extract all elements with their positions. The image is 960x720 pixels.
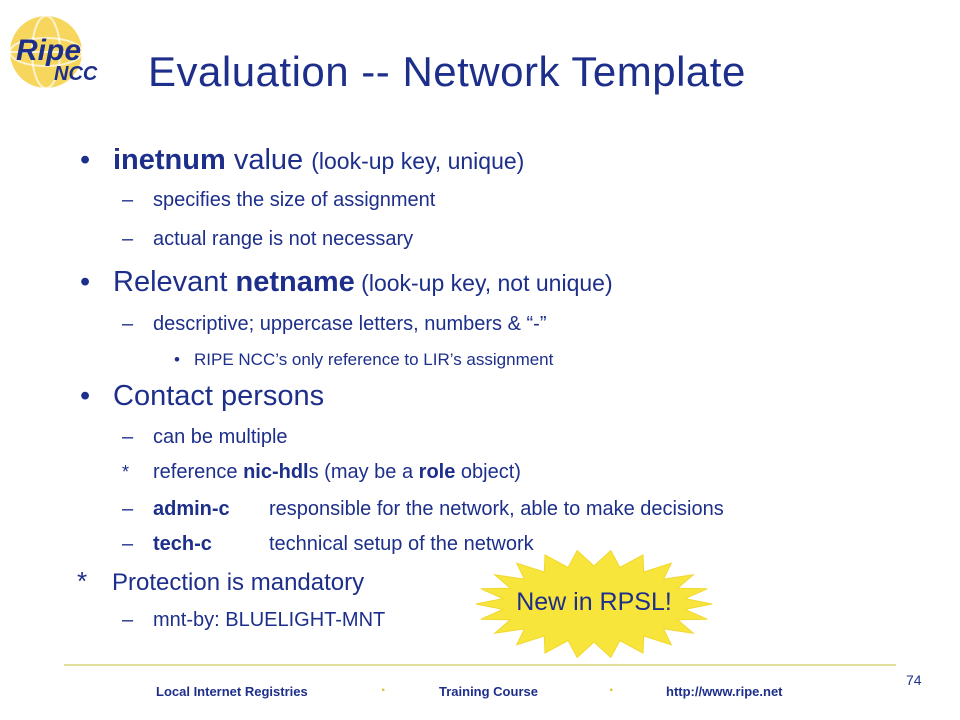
bullet-inetnum [80,144,524,177]
dash: – [122,498,134,520]
sub-text: actual range is not necessary [153,228,414,250]
footer-right: http://www.ripe.net [666,684,783,699]
sub-contact-tech [122,533,534,556]
ripe-ncc-logo [6,8,118,92]
page-number: 74 [906,672,922,688]
logo-ripe-text: Ripe [16,34,82,67]
sub-protection-mntby [122,609,385,632]
protection-text: Protection is mandatory [112,569,365,596]
dash: – [122,313,134,335]
sub-text: can be multiple [153,426,288,448]
logo-ncc-text: NCC [54,63,98,85]
footer-sep-2: . [609,678,614,695]
sub-netname-descriptive [122,313,547,336]
sub-text: reference [153,461,244,483]
slide-title: Evaluation -- Network Template [148,48,746,95]
contact-text: Contact persons [113,380,325,412]
sub-contact-multiple [122,426,288,449]
dash: – [122,426,134,448]
sub-inetnum-size [122,189,435,212]
bullet-contact [80,380,324,413]
bullet-netname [80,266,613,299]
dash: – [122,189,134,211]
star-marker: * [122,462,130,482]
netname-keyword: netname [235,266,355,298]
bullet-dot: • [80,266,91,298]
dash: – [122,228,134,250]
admin-c-keyword: admin-c [153,498,230,520]
inetnum-paren: (look-up key, unique) [311,148,525,174]
bullet-dot: • [80,380,91,412]
sub-text: descriptive; uppercase letters, numbers & “-” [153,313,547,335]
sub-text: responsible for the network, able to make decisions [269,498,724,520]
footer-left: Local Internet Registries [156,684,308,699]
inetnum-keyword: inetnum [113,144,226,176]
bullet-protection [77,566,364,597]
sub-text: technical setup of the network [269,533,534,555]
role-keyword: role [418,461,456,483]
sub-inetnum-range [122,228,413,251]
callout-text: New in RPSL! [516,588,672,616]
sub-text: object) [455,461,521,483]
sub-text: RIPE NCC’s only reference to LIR’s assignment [194,350,554,369]
sub-text: mnt-by: BLUELIGHT-MNT [153,609,386,631]
tech-c-keyword: tech-c [153,533,212,555]
sub-text: specifies the size of assignment [153,189,436,211]
netname-pre: Relevant [113,266,236,298]
bullet-dot: • [80,144,91,176]
footer-sep-1: . [381,678,386,695]
dash: – [122,609,134,631]
inetnum-value-text: value [225,144,312,176]
footer-middle: Training Course [439,684,538,699]
sub-contact-admin [122,498,724,521]
sub-netname-reference [174,350,553,370]
sub-contact-nichdl [122,461,521,484]
footer-divider [64,664,896,666]
netname-paren: (look-up key, not unique) [354,270,613,296]
star-marker: * [77,566,88,596]
sub-text: s (may be a [308,461,419,483]
nic-hdl-keyword: nic-hdl [243,461,309,483]
bullet-dot: • [174,350,180,369]
dash: – [122,533,134,555]
